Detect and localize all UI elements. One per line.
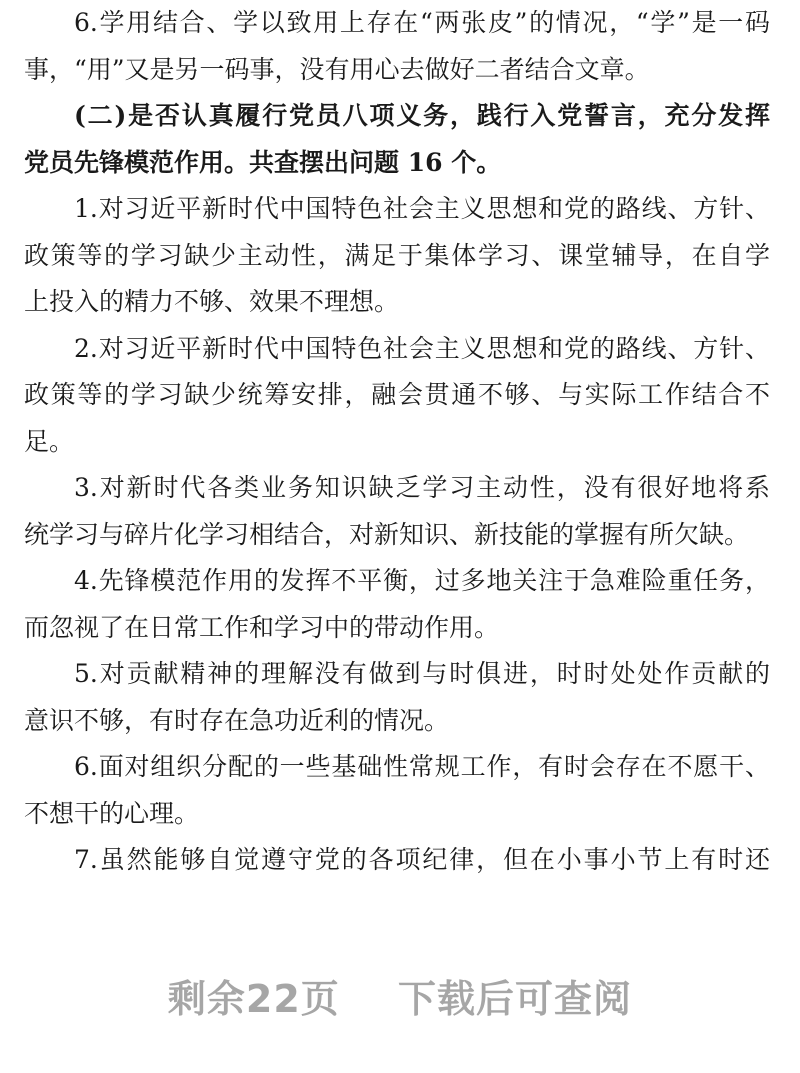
paragraph (24, 0, 770, 93)
paragraph-line: 事，“用”又是另一码事，没有用心去做好二者结合文章。 (24, 54, 650, 84)
paragraph (24, 465, 770, 558)
document-body (24, 0, 770, 884)
paragraph (24, 837, 770, 884)
remaining-pages-banner[interactable] (0, 968, 800, 1023)
paragraph-line: 党员先锋模范作用。共查摆出问题 16 个。 (24, 147, 502, 177)
paragraph (24, 326, 770, 466)
paragraph-line: (二)是否认真履行党员八项义务，践行入党誓言，充分发挥 (74, 101, 770, 130)
paragraph (24, 651, 770, 744)
remaining-pages-text: 剩余22页 (167, 977, 340, 1021)
paragraph-line: 1.对习近平新时代中国特色社会主义思想和党的路线、方针、 (74, 194, 770, 223)
paragraph-line: 上投入的精力不够、效果不理想。 (24, 287, 400, 316)
paragraph (24, 93, 770, 186)
paragraph (24, 186, 770, 326)
paragraph (24, 558, 770, 651)
paragraph-line: 意识不够，有时存在急功近利的情况。 (24, 705, 450, 735)
paragraph-line: 4.先锋模范作用的发挥不平衡，过多地关注于急难险重任务， (74, 566, 770, 595)
paragraph-line: 政策等的学习缺少主动性，满足于集体学习、课堂辅导，在自学 (24, 240, 770, 270)
paragraph-line: 而忽视了在日常工作和学习中的带动作用。 (24, 612, 500, 642)
paragraph (24, 744, 770, 837)
paragraph-line: 统学习与碎片化学习相结合，对新知识、新技能的掌握有所欠缺。 (24, 519, 750, 549)
paragraph-line: 足。 (24, 426, 75, 456)
paragraph-line: 6.学用结合、学以致用上存在“两张皮”的情况，“学”是一码 (74, 8, 770, 37)
paragraph-line: 3.对新时代各类业务知识缺乏学习主动性，没有很好地将系 (74, 473, 770, 502)
paragraph-line: 6.面对组织分配的一些基础性常规工作，有时会存在不愿干、 (74, 752, 770, 781)
paragraph-line: 7.虽然能够自觉遵守党的各项纪律，但在小事小节上有时还 (74, 845, 770, 874)
paragraph-line: 2.对习近平新时代中国特色社会主义思想和党的路线、方针、 (74, 333, 770, 363)
paragraph-line: 不想干的心理。 (24, 798, 200, 828)
download-to-view-text: 下载后可查阅 (398, 977, 633, 1021)
paragraph-line: 政策等的学习缺少统筹安排，融会贯通不够、与实际工作结合不 (24, 380, 770, 409)
paragraph-line: 5.对贡献精神的理解没有做到与时俱进，时时处处作贡献的 (74, 659, 770, 688)
